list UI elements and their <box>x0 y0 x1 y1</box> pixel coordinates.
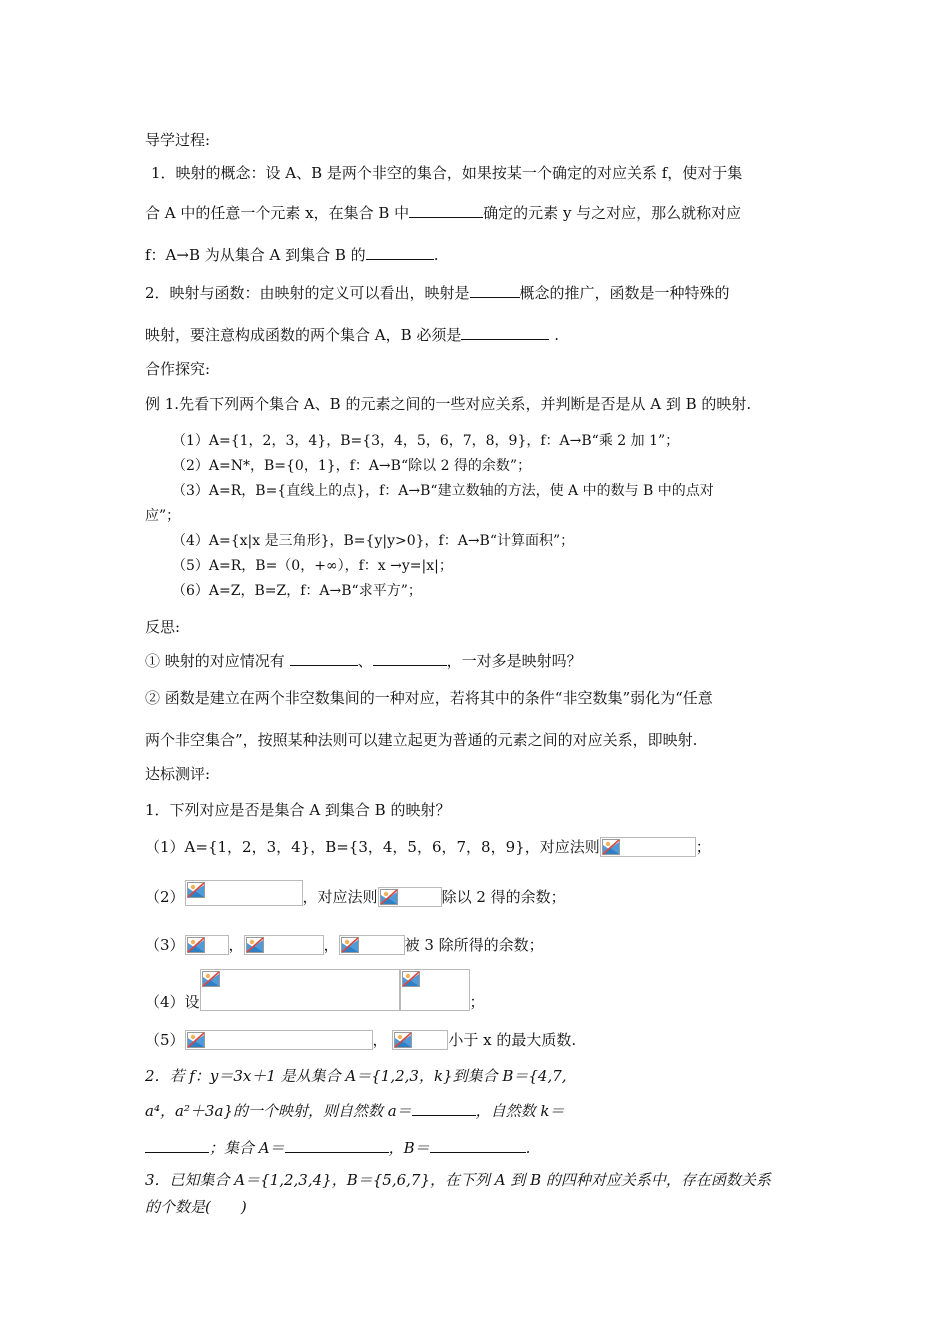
heading-reflect: 反思: <box>145 618 181 636</box>
formula-image <box>600 837 696 857</box>
example1-item6: （6）A=Z，B=Z，f：A→B“求平方”； <box>172 583 422 599</box>
formula-image <box>244 935 324 955</box>
q1-sub2 <box>145 880 566 907</box>
fill-blank[interactable] <box>461 325 549 340</box>
fill-blank[interactable] <box>145 1138 209 1153</box>
q1-sub4 <box>145 966 485 1012</box>
q2-line3-c: . <box>525 1139 531 1157</box>
reflect-line1-a: ① 映射的对应情况有 <box>145 652 285 670</box>
q1-sub1-text: （1）A={1，2，3，4}，B={3，4，5，6，7，8，9}，对应法则 <box>145 838 600 856</box>
q2-line2 <box>145 1101 565 1121</box>
reflect-line1-c: ，一对多是映射吗？ <box>446 652 582 670</box>
formula-image <box>378 887 442 907</box>
p2-line2 <box>145 325 559 345</box>
formula-image <box>200 969 400 1011</box>
p1-line3-b: . <box>433 246 439 264</box>
q1-sub5-b: ， <box>372 1031 388 1049</box>
q1-title: 1．下列对应是否是集合 A 到集合 B 的映射？ <box>145 801 451 819</box>
q1-sub4-b: ； <box>469 993 485 1011</box>
p2-line1-b: 概念的推广，函数是一种特殊的 <box>519 284 730 302</box>
broken-image-icon <box>187 937 205 953</box>
q1-sub5 <box>145 1030 576 1050</box>
q1-sub2-b: ，对应法则 <box>302 888 378 906</box>
q1-sub2-c: 除以 2 得的余数； <box>441 888 566 906</box>
q2-line2-a: a⁴，a²＋3a}的一个映射，则自然数 a＝ <box>145 1102 412 1120</box>
q1-sub5-a: （5） <box>145 1031 185 1049</box>
broken-image-icon <box>402 971 420 987</box>
broken-image-icon <box>341 937 359 953</box>
example1-item1: （1）A={1，2，3，4}，B={3，4，5，6，7，8，9}，f：A→B“乘 2 加 1”； <box>172 433 680 449</box>
example1-item4: （4）A={x|x 是三角形}，B={y|y>0}，f：A→B“计算面积”； <box>172 533 575 549</box>
q1-sub1-end: ； <box>695 838 711 856</box>
fill-blank[interactable] <box>373 651 447 666</box>
p1-line3-a: f：A→B 为从集合 A 到集合 B 的 <box>145 246 366 264</box>
q1-sub3-c: ， <box>323 936 339 954</box>
formula-image <box>185 1030 373 1050</box>
q2-line1: 2．若 f：y＝3x＋1 是从集合 A＝{1,2,3，k}到集合 B＝{4,7, <box>145 1067 567 1085</box>
q3-line2: 的个数是( ) <box>145 1198 247 1216</box>
q1-sub3 <box>145 935 544 955</box>
reflect-line1-b: 、 <box>357 652 373 670</box>
p1-line2-a: 合 A 中的任意一个元素 x，在集合 B 中 <box>145 204 410 222</box>
reflect-line3: 两个非空集合”，按照某种法则可以建立起更为普通的元素之间的对应关系，即映射. <box>145 731 698 749</box>
formula-image <box>339 935 405 955</box>
p2-line2-b: . <box>554 326 559 344</box>
heading-coop: 合作探究: <box>145 360 211 378</box>
example1-title: 例 1.先看下列两个集合 A、B 的元素之间的一些对应关系，并判断是否是从 A 到 B 的映射. <box>145 395 752 413</box>
reflect-line1 <box>145 651 582 671</box>
fill-blank[interactable] <box>470 283 520 298</box>
p2-line1 <box>145 283 730 303</box>
p1-line3 <box>145 245 438 265</box>
q2-line3 <box>145 1138 530 1158</box>
p2-line2-a: 映射，要注意构成函数的两个集合 A，B 必须是 <box>145 326 462 344</box>
p2-line1-a: 2．映射与函数：由映射的定义可以看出，映射是 <box>145 284 470 302</box>
q1-sub2-a: （2） <box>145 888 185 906</box>
fill-blank[interactable] <box>409 203 483 218</box>
q2-line3-b: ，B＝ <box>388 1139 430 1157</box>
broken-image-icon <box>394 1032 412 1048</box>
broken-image-icon <box>380 889 398 905</box>
q2-line3-a: ；集合 A＝ <box>209 1139 285 1157</box>
heading-test: 达标测评: <box>145 765 211 783</box>
q1-sub3-a: （3） <box>145 936 185 954</box>
p1-line2 <box>145 203 741 223</box>
q3-line1: 3．已知集合 A＝{1,2,3,4}，B＝{5,6,7}，在下列 A 到 B 的四种对应关系中，存在函数关系 <box>145 1171 771 1189</box>
example1-item5: （5）A=R，B=（0，+∞），f：x →y=|x|； <box>172 558 453 574</box>
q1-sub5-c: 小于 x 的最大质数. <box>448 1031 577 1049</box>
broken-image-icon <box>187 1032 205 1048</box>
p1-line1: 1．映射的概念：设 A、B 是两个非空的集合，如果按某一个确定的对应关系 f，使对于集 <box>151 164 743 182</box>
formula-image <box>185 880 303 906</box>
q1-sub3-b: ， <box>228 936 244 954</box>
fill-blank[interactable] <box>285 1138 389 1153</box>
broken-image-icon <box>187 882 205 898</box>
formula-image <box>400 969 470 1011</box>
q2-line2-b: ，自然数 k＝ <box>475 1102 565 1120</box>
formula-image <box>185 935 229 955</box>
example1-item2: （2）A=N*，B={0，1}，f：A→B“除以 2 得的余数”； <box>172 458 532 474</box>
fill-blank[interactable] <box>366 245 434 260</box>
formula-image <box>392 1030 448 1050</box>
broken-image-icon <box>202 971 220 987</box>
q1-sub3-d: 被 3 除所得的余数； <box>404 936 544 954</box>
reflect-line2: ② 函数是建立在两个非空数集间的一种对应，若将其中的条件“非空数集”弱化为“任意 <box>145 689 713 707</box>
heading-guide: 导学过程: <box>145 131 211 149</box>
fill-blank[interactable] <box>412 1101 476 1116</box>
fill-blank[interactable] <box>290 651 358 666</box>
example1-item3: （3）A=R，B={直线上的点}，f：A→B“建立数轴的方法，使 A 中的数与 B 中的点对 <box>172 483 714 499</box>
broken-image-icon <box>602 839 620 855</box>
broken-image-icon <box>246 937 264 953</box>
fill-blank[interactable] <box>430 1138 526 1153</box>
q1-sub4-a: （4）设 <box>145 993 200 1011</box>
p1-line2-b: 确定的元素 y 与之对应，那么就称对应 <box>483 204 742 222</box>
example1-item3-cont: 应”； <box>145 508 181 524</box>
q1-sub1 <box>145 837 711 857</box>
